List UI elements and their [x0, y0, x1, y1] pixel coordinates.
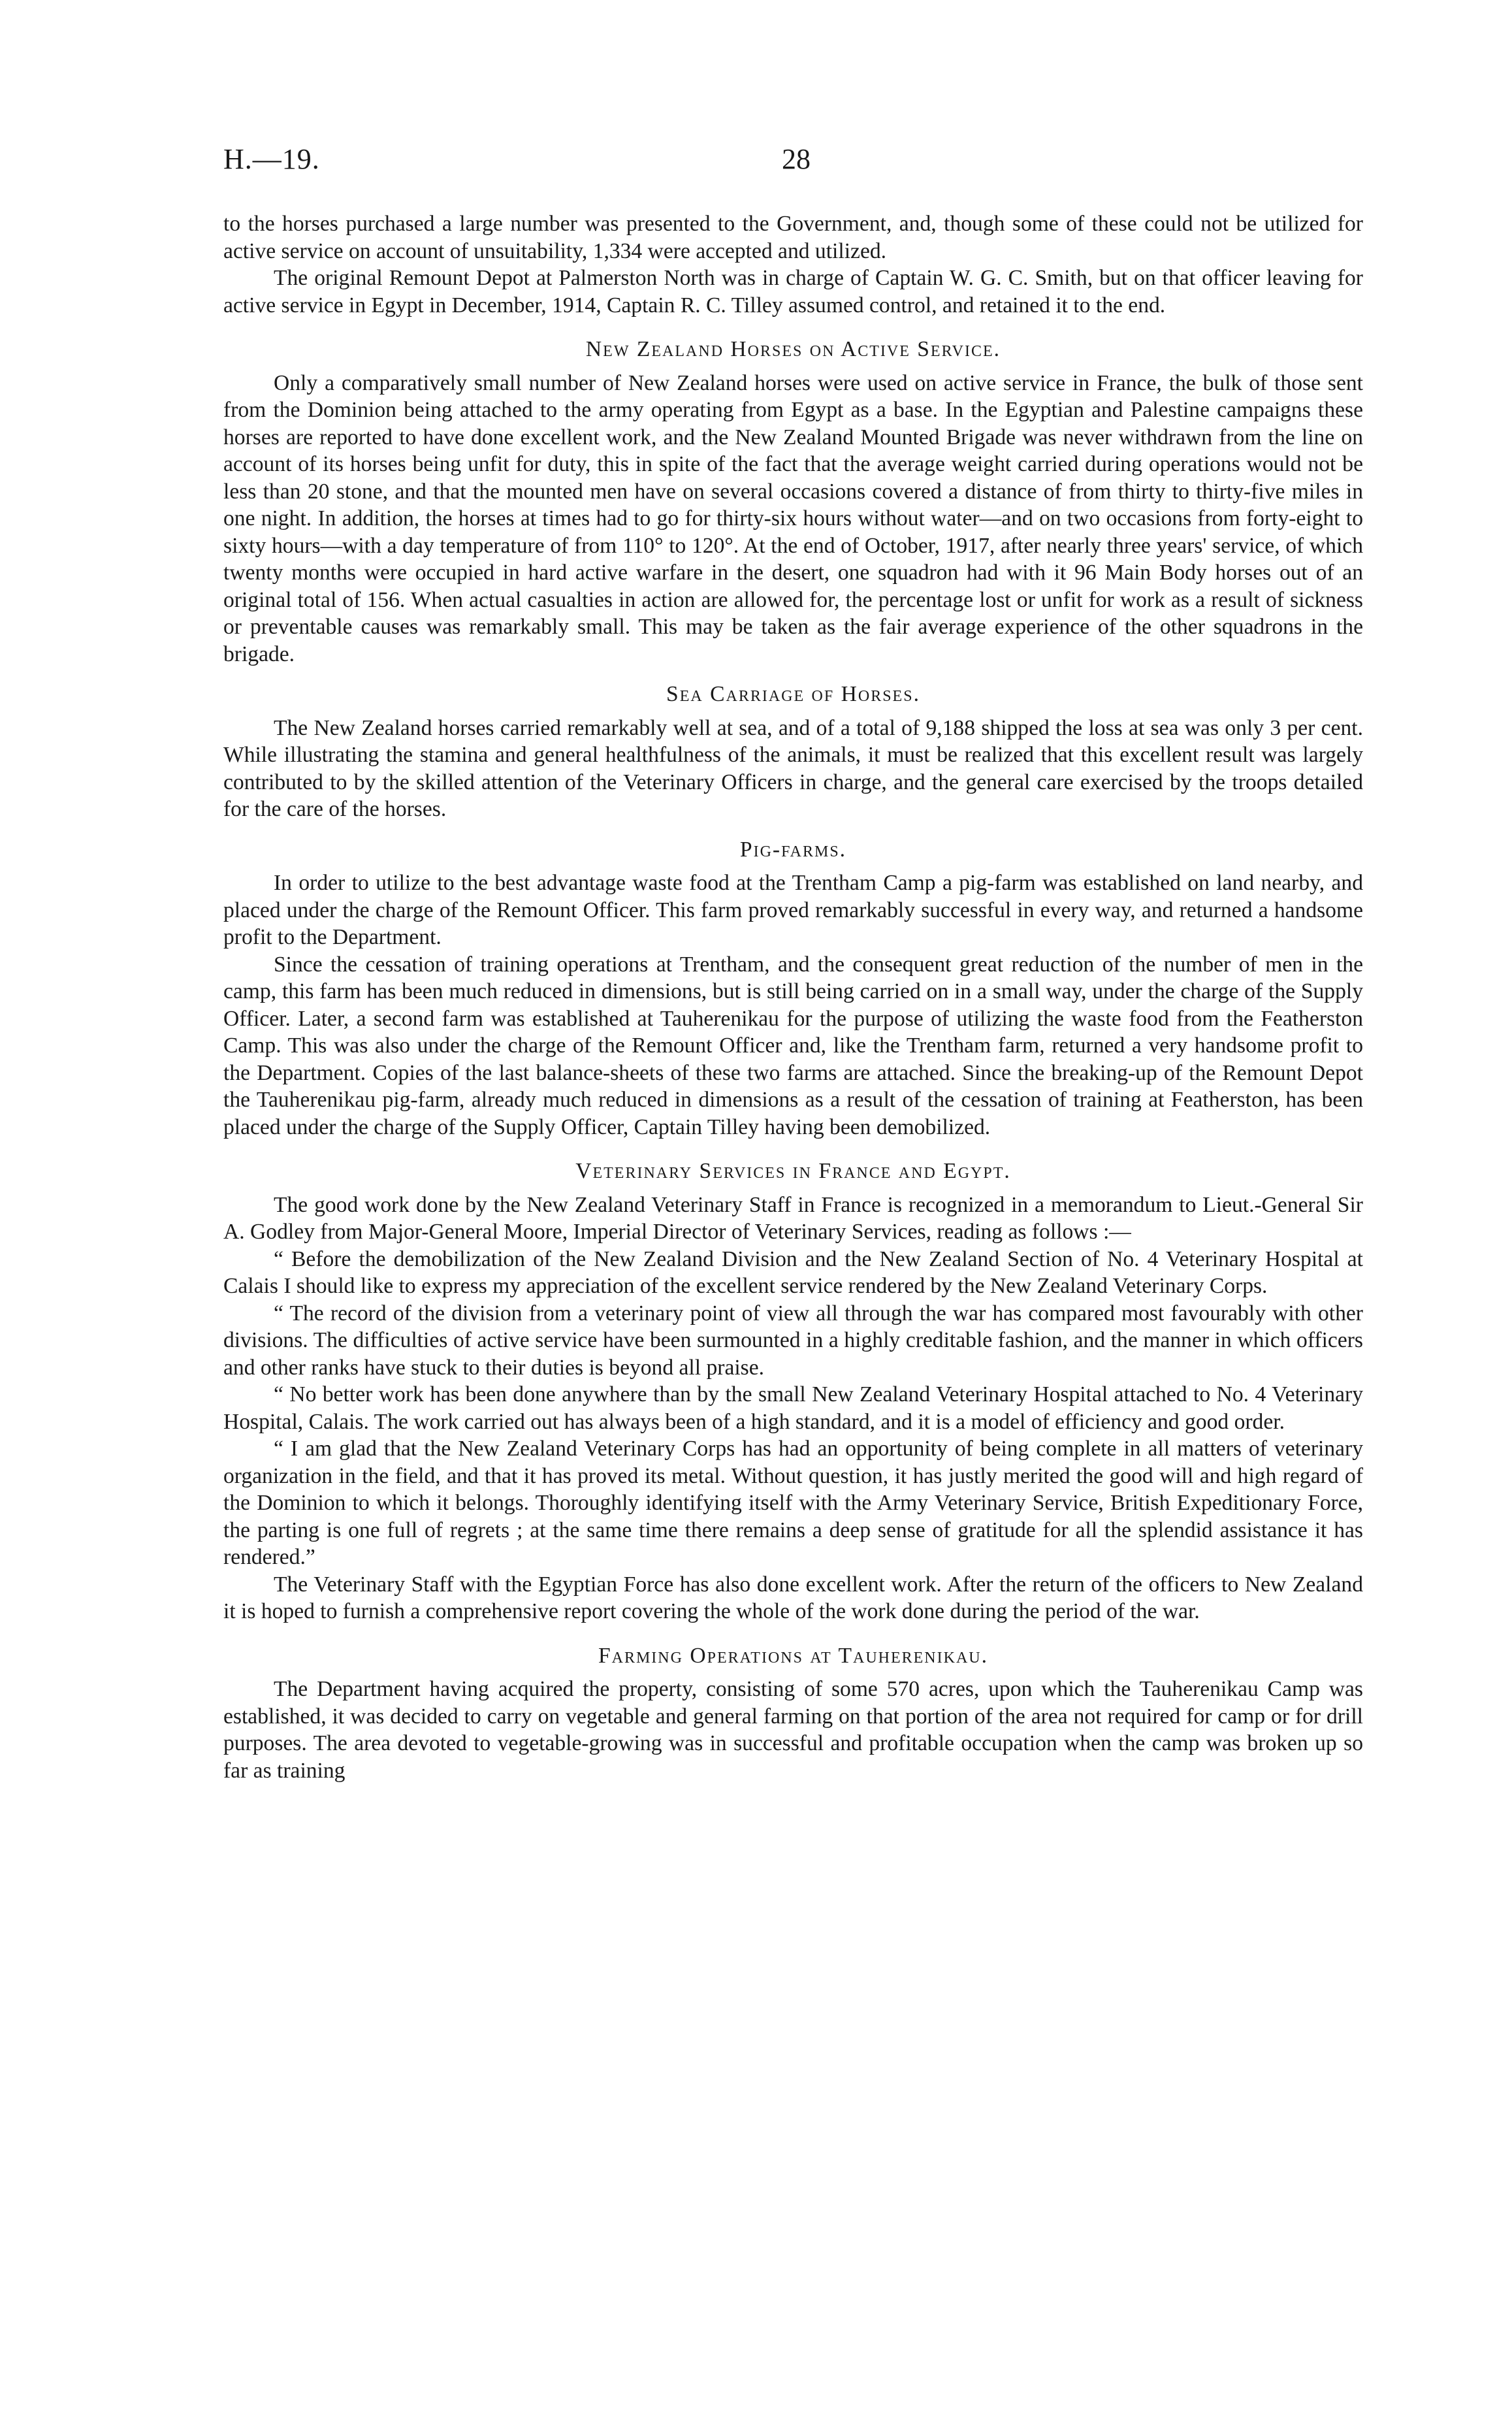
paragraph: Only a comparatively small number of New Zealand horses were used on active service in France, the bulk of those sent from the Dominion being attached to the army operating from Egypt as a base. In the Egyptian and Palestine campaigns these horses are reported to have done excellent work, and the New Zealand Mounted Brigade was never withdrawn from the line on account of its horses being unfit for duty, this in spite of the fact that the average weight carried during operations would not be less than 20 stone, and that the mounted men have on several occasions covered a distance of from thirty to thirty-five miles in one night. In addition, the horses at times had to go for thirty-six hours without water—and on two occasions from forty-eight to sixty hours—with a day temperature of from 110° to 120°. At the end of October, 1917, after nearly three years' service, of which twenty months were occupied in hard active warfare in the desert, one squadron had with it 96 Main Body horses out of an original total of 156. When actual casualties in action are allowed for, the percentage lost or unfit for work as a result of sickness or preventable causes was remarkably small. This may be taken as the fair average experience of the other squadrons in the brigade.	[223, 370, 1363, 666]
quoted-paragraph: “ The record of the division from a veterinary point of view all through the war has compared most favourably with other divisions. The difficulties of active service have been surmounted in a highly creditable fashion, and the manner in which officers and other ranks have stuck to their duties is beyond all praise.	[223, 1301, 1363, 1380]
paragraph: to the horses purchased a large number was presented to the Government, and, though some of these could not be utilized for active service on account of unsuitability, 1,334 were accepted and utilized.	[223, 212, 1363, 263]
section-heading-pig-farms: Pig-farms.	[739, 837, 847, 862]
document-reference: H.—19.	[223, 143, 320, 175]
page-number: 28	[782, 143, 811, 175]
section-heading-veterinary: Veterinary Services in France and Egypt.	[575, 1159, 1011, 1183]
paragraph: Since the cessation of training operations at Trentham, and the consequent great reduction of the number of men in the camp, this farm has been much reduced in dimensions, but is still being carried on in a small way, under the charge of the Supply Officer. Later, a second farm was established at Tauherenikau for the purpose of utilizing the waste food from the Featherston Camp. This was also under the charge of the Remount Officer and, like the Trentham farm, returned a very handsome profit to the Department. Copies of the last balance-sheets of these two farms are attached. Since the breaking-up of the Remount Depot the Tauherenikau pig-farm, already much reduced in dimensions as a result of the cessation of training at Featherston, has been placed under the charge of the Supply Officer, Captain Tilley having been demobilized.	[223, 952, 1363, 1139]
section-heading-sea-carriage: Sea Carriage of Horses.	[666, 682, 920, 706]
quoted-paragraph: “ No better work has been done anywhere than by the small New Zealand Veterinary Hospital attached to No. 4 Veterinary Hospital, Calais. The work carried out has always been of a high standard, and it is a model of efficiency and good order.	[223, 1382, 1363, 1434]
paragraph: The Veterinary Staff with the Egyptian Force has also done excellent work. After the return of the officers to New Zealand it is hoped to furnish a comprehensive report covering the whole of the work done during the period of the war.	[223, 1572, 1363, 1623]
quoted-paragraph: “ I am glad that the New Zealand Veterinary Corps has had an opportunity of being complete in all matters of veterinary organization in the field, and that it has proved its metal. Without question, it has justly merited the good will and high regard of the Dominion to which it belongs. Thoroughly identifying itself with the Army Veterinary Service, British Expeditionary Force, the parting is one full of regrets ; at the same time there remains a deep sense of gratitude for all the splendid assistance it has rendered.”	[223, 1437, 1363, 1569]
quoted-paragraph: “ Before the demobilization of the New Zealand Division and the New Zealand Section of No. 4 Veterinary Hospital at Calais I should like to express my appreciation of the excellent service rendered by the New Zealand Veterinary Corps.	[223, 1246, 1363, 1298]
paragraph: In order to utilize to the best advantage waste food at the Trentham Camp a pig-farm was established on land nearby, and placed under the charge of the Remount Officer. This farm proved remarkably successful in every way, and returned a handsome profit to the Department.	[223, 871, 1363, 949]
page-body	[223, 210, 1363, 1784]
paragraph: The Department having acquired the property, consisting of some 570 acres, upon which the Tauherenikau Camp was established, it was decided to carry on vegetable and general farming on that portion of the area not required for camp or for drill purposes. The area devoted to vegetable-growing was in successful and profitable occupation when the camp was broken up so far as training	[223, 1677, 1363, 1783]
paragraph: The good work done by the New Zealand Veterinary Staff in France is recognized in a memorandum to Lieut.-General Sir A. Godley from Major-General Moore, Imperial Director of Veterinary Services, reading as follows :—	[223, 1192, 1363, 1244]
page-header	[223, 142, 1363, 182]
paragraph: The New Zealand horses carried remarkably well at sea, and of a total of 9,188 shipped the loss at sea was only 3 per cent. While illustrating the stamina and general healthfulness of the animals, it must be realized that this excellent result was largely contributed to by the skilled attention of the Veterinary Officers in charge, and the general care exercised by the troops detailed for the care of the horses.	[223, 715, 1363, 821]
section-heading-active-service: New Zealand Horses on Active Service.	[585, 337, 1001, 361]
paragraph: The original Remount Depot at Palmerston North was in charge of Captain W. G. C. Smith, but on that officer leaving for active service in Egypt in December, 1914, Captain R. C. Tilley assumed control, and retained it to the end.	[223, 266, 1363, 317]
section-heading-farming: Farming Operations at Tauherenikau.	[598, 1643, 989, 1668]
